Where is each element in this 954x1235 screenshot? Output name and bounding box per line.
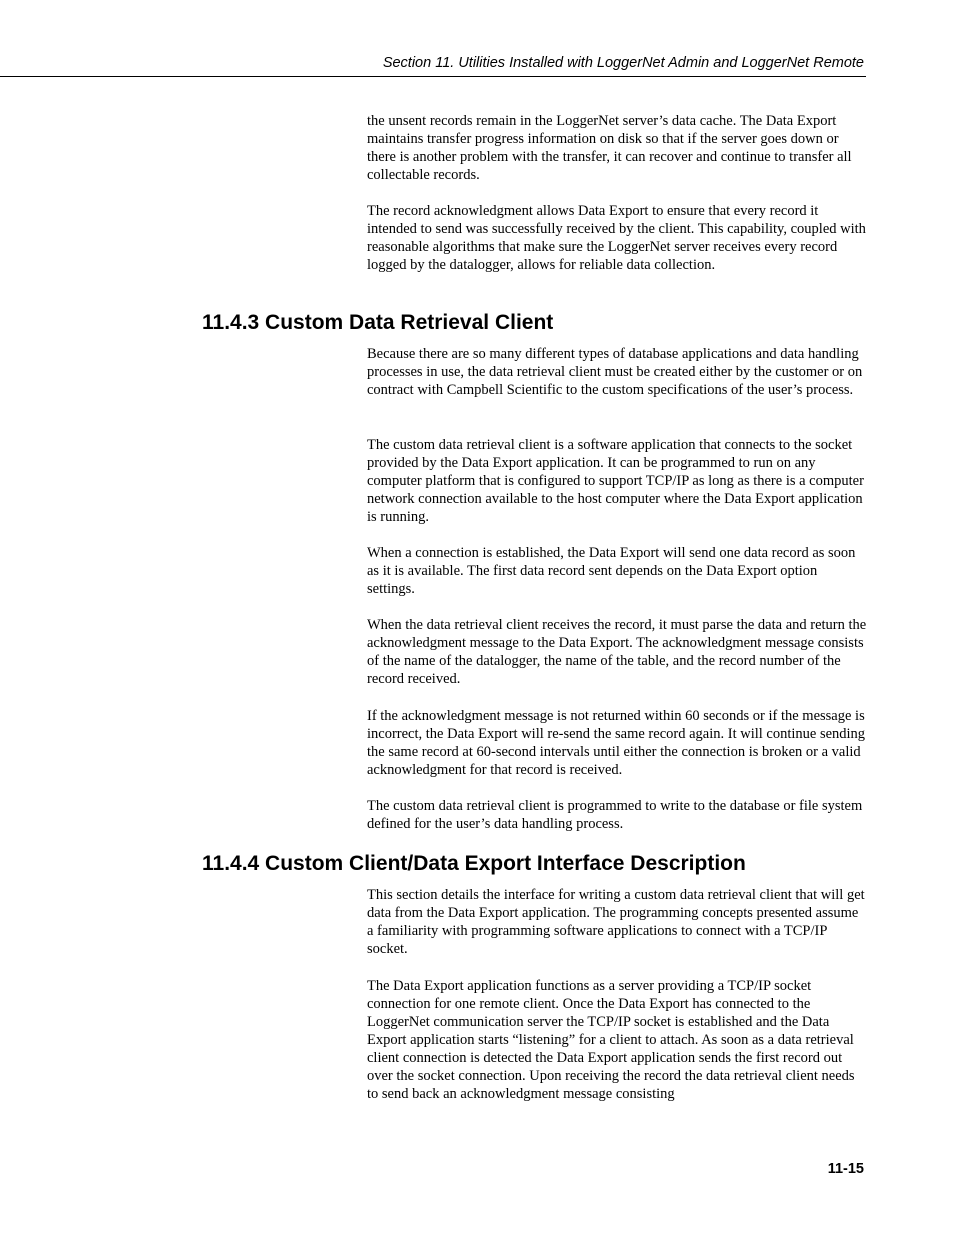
section-heading-11-4-4: 11.4.4 Custom Client/Data Export Interface Description (202, 852, 746, 875)
section-11-4-3-paragraph-6: The custom data retrieval client is programmed to write to the database or file system defined for the user’s data handling process. (367, 798, 863, 832)
section-11-4-3-paragraph-2: The custom data retrieval client is a software application that connects to the socket provided by the Data Export application. It can be programmed to run on any computer platform that is configured to support TCP/IP as long as there is a computer network connection available to the host computer where the Data Export application is running. (367, 437, 864, 525)
running-header: Section 11. Utilities Installed with LoggerNet Admin and LoggerNet Remote (382, 55, 864, 71)
page-number: 11-15 (827, 1161, 864, 1177)
header-rule (0, 76, 866, 77)
section-11-4-3-paragraph-3: When a connection is established, the Data Export will send one data record as soon as it is available. The first data record sent depends on the Data Export option settings. (367, 545, 856, 597)
section-11-4-3-paragraph-1: Because there are so many different types of database applications and data handling processes in use, the data retrieval client must be created either by the customer or on contract with Campbell Scientific to the custom specifications of the user’s process. (367, 346, 863, 398)
section-11-4-3-paragraph-5: If the acknowledgment message is not returned within 60 seconds or if the message is incorrect, the Data Export will re-send the same record again. It will continue sending the same record at 60-second intervals until either the connection is broken or a valid acknowledgment for that record is received. (367, 708, 866, 778)
section-11-4-3-paragraph-4: When the data retrieval client receives the record, it must parse the data and return the acknowledgment message to the Data Export. The acknowledgment message consists of the name of the datalogger, the name of the table, and the record number of the record received. (367, 617, 867, 687)
section-11-4-4-paragraph-2: The Data Export application functions as a server providing a TCP/IP socket connection for one remote client. Once the Data Export has connected to the LoggerNet communication server the TCP/IP socket is established and the Data Export application starts “listening” for a client to attach. As soon as a data retrieval client connection is detected the Data Export application sends the first record out over the socket connection. Upon receiving the record the data retrieval client needs to send back an acknowledgment message consisting (367, 978, 855, 1102)
intro-paragraph-1: the unsent records remain in the LoggerNet server’s data cache. The Data Export maintains transfer progress information on disk so that if the server goes down or there is another problem with the transfer, it can recover and continue to transfer all collectable records. (367, 113, 852, 183)
section-heading-11-4-3: 11.4.3 Custom Data Retrieval Client (202, 311, 554, 334)
intro-paragraph-2: The record acknowledgment allows Data Export to ensure that every record it intended to send was successfully received by the client. This capability, coupled with reasonable algorithms that make sure the LoggerNet server receives every record logged by the datalogger, allows for reliable data collection. (367, 203, 866, 273)
section-11-4-4-paragraph-1: This section details the interface for writing a custom data retrieval client that will get data from the Data Export application. The programming concepts presented assume a familiarity with programming software applications to connect with a TCP/IP socket. (367, 887, 865, 957)
